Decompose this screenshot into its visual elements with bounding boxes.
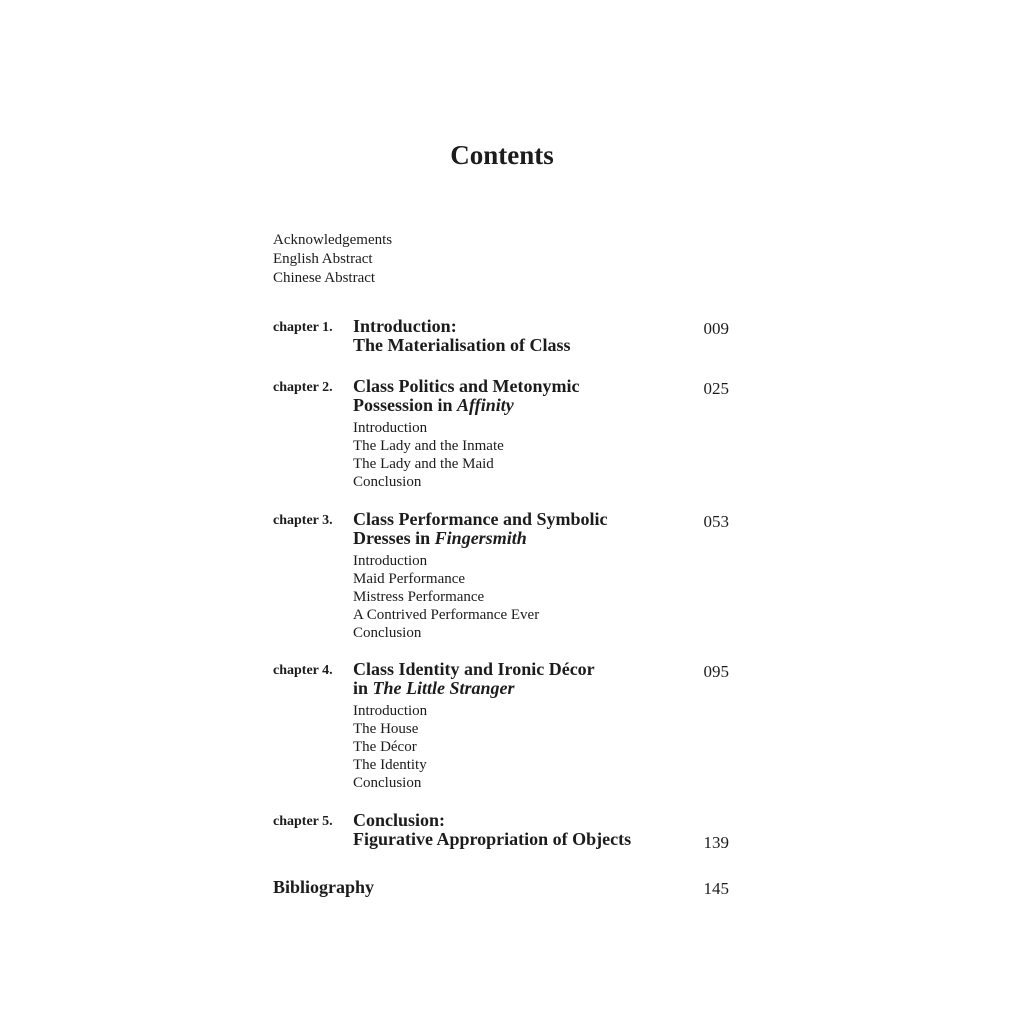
- section-item: Conclusion: [353, 775, 422, 791]
- chapter-label: chapter 1.: [273, 320, 333, 335]
- chapter-title-line: Conclusion:: [353, 810, 446, 830]
- chapter-title-italic: Fingersmith: [434, 528, 527, 548]
- chapter-title-line: Introduction:: [353, 316, 457, 336]
- chapter-title-italic: Affinity: [457, 395, 514, 415]
- chapter-title-line: The Materialisation of Class: [353, 335, 571, 355]
- chapter-title: [353, 317, 571, 355]
- chapter-title-italic: The Little Stranger: [372, 678, 515, 698]
- chapter-page-number: 095: [703, 662, 729, 681]
- front-matter-item: Chinese Abstract: [273, 270, 376, 286]
- chapter-title-line: in The Little Stranger: [353, 678, 515, 698]
- section-item: Introduction: [353, 703, 428, 719]
- front-matter-item: Acknowledgements: [273, 232, 393, 248]
- chapter-title-line: Figurative Appropriation of Objects: [353, 829, 632, 849]
- page-title: Contents: [450, 140, 554, 170]
- section-item: Introduction: [353, 420, 428, 436]
- section-item: Maid Performance: [353, 571, 466, 587]
- chapter-page-number: 139: [703, 833, 729, 852]
- chapter-label: chapter 3.: [273, 513, 333, 528]
- chapter-title: [353, 660, 595, 698]
- section-item: The Lady and the Maid: [353, 456, 494, 472]
- section-item: Conclusion: [353, 625, 422, 641]
- section-list: [353, 702, 427, 792]
- chapter-label: chapter 2.: [273, 380, 333, 395]
- chapter-page-number: 025: [703, 379, 729, 398]
- section-item: The Lady and the Inmate: [353, 438, 504, 454]
- chapter-title: [353, 377, 580, 415]
- bibliography-page-number: 145: [703, 879, 729, 898]
- section-item: Conclusion: [353, 474, 422, 490]
- chapter-title: [353, 811, 631, 849]
- chapter-title: [353, 510, 607, 548]
- section-item: Mistress Performance: [353, 589, 485, 605]
- section-list: [353, 552, 539, 642]
- chapter-title-line: Class Identity and Ironic Décor: [353, 659, 595, 679]
- section-item: A Contrived Performance Ever: [353, 607, 540, 623]
- chapter-page-number: 053: [703, 512, 729, 531]
- section-item: The Décor: [353, 739, 417, 755]
- section-item: The Identity: [353, 757, 427, 773]
- chapter-title-line: Possession in Affinity: [353, 395, 514, 415]
- section-item: The House: [353, 721, 419, 737]
- chapter-title-line: Dresses in Fingersmith: [353, 528, 527, 548]
- chapter-title-line: Class Performance and Symbolic: [353, 509, 608, 529]
- front-matter-item: English Abstract: [273, 251, 373, 267]
- bibliography-label: Bibliography: [273, 877, 375, 897]
- chapter-label: chapter 5.: [273, 814, 333, 829]
- front-matter-list: [273, 231, 392, 288]
- section-list: [353, 419, 504, 491]
- chapter-page-number: 009: [703, 319, 729, 338]
- chapter-label: chapter 4.: [273, 663, 333, 678]
- section-item: Introduction: [353, 553, 428, 569]
- chapter-title-line: Class Politics and Metonymic: [353, 376, 580, 396]
